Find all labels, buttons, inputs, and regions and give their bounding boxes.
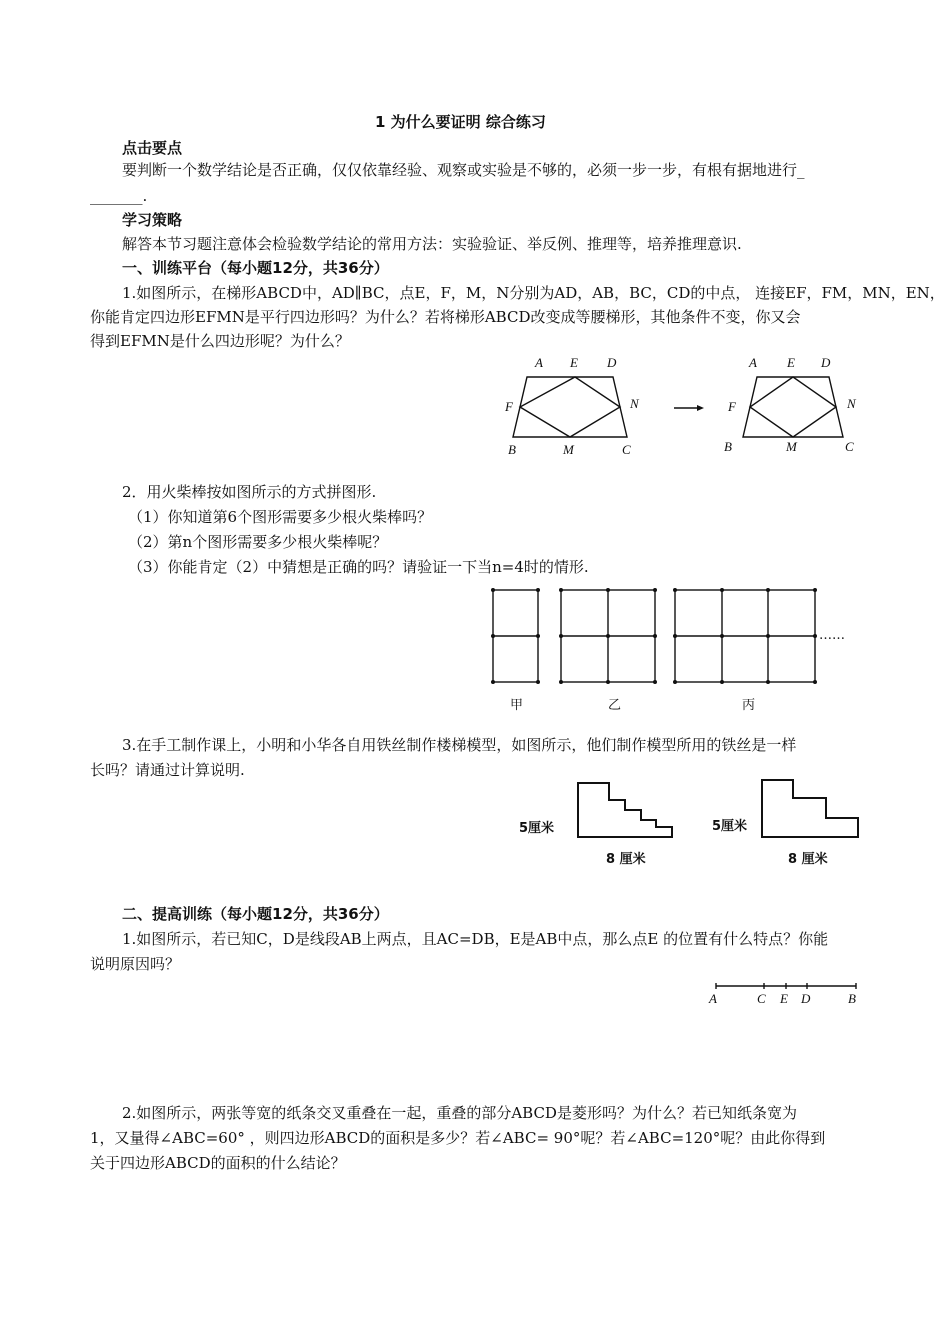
label-f-2: F [728,399,736,414]
label-d: D [607,355,617,370]
seg-label-c: C [757,991,766,1006]
key-points-heading: 点击要点 [122,139,183,157]
figure-ellipsis: …… [819,628,845,643]
s1-q2-part1: （1）你知道第6个图形需要多少根火柴棒吗？ [128,508,433,526]
label-e: E [570,355,578,370]
seg-label-d: D [801,991,811,1006]
label-a-2: A [749,355,757,370]
seg-label-e: E [780,991,788,1006]
label-m: M [563,442,574,457]
seg-label-b: B [848,991,856,1006]
label-n-2: N [847,396,856,411]
caption-jia: 甲 [510,698,524,713]
label-b: B [508,442,516,457]
strategy-heading: 学习策略 [122,211,183,229]
s2-q2-line3: 关于四边形ABCD的面积的什么结论？ [90,1154,346,1172]
label-n: N [630,396,639,411]
label-c: C [622,442,631,457]
s1-q2-intro: 2．用火柴棒按如图所示的方式拼图形. [122,483,377,501]
s1-q1-line2: 你能肯定四边形EFMN是平行四边形吗？为什么？若将梯形ABCD改变成等腰梯形，其他条件不变，你又会 [90,308,801,326]
label-a: A [535,355,543,370]
width-label-left: 8 厘米 [606,852,646,867]
label-d-2: D [821,355,831,370]
height-label-right: 5厘米 [712,819,748,834]
s1-q2-part2: （2）第n个图形需要多少根火柴棒呢？ [128,533,388,551]
label-b-2: B [724,439,732,454]
width-label-right: 8 厘米 [788,852,828,867]
key-points-text-cont: _______. [90,187,148,205]
strategy-text: 解答本节习题注意体会检验数学结论的常用方法：实验验证、举反例、推理等，培养推理意识. [122,235,742,253]
s1-q3-line1: 3.在手工制作课上，小明和小华各自用铁丝制作楼梯模型，如图所示，他们制作模型所用的铁丝是一样 [122,736,797,754]
s2-q1-line2: 说明原因吗？ [90,955,181,973]
s1-q1-line3: 得到EFMN是什么四边形呢？为什么？ [90,332,350,350]
s2-q2-line2: 1，又量得∠ABC=60° ，则四边形ABCD的面积是多少？若∠ABC= 90°呢？若∠ABC=120°呢？由此你得到 [90,1129,826,1147]
s1-q1-line1: 1.如图所示，在梯形ABCD中，AD∥BC，点E，F，M，N分别为AD，AB，BC，CD的中点， 连接EF，FM，MN，EN， [122,284,945,302]
key-points-text: 要判断一个数学结论是否正确，仅仅依靠经验、观察或实验是不够的，必须一步一步，有根有据地进行_ [122,161,805,179]
caption-yi: 乙 [608,698,622,713]
page-title: 1 为什么要证明 综合练习 [375,113,546,131]
caption-bing: 丙 [742,698,756,713]
section1-heading: 一、训练平台（每小题12分，共36分） [122,259,389,277]
s1-q3-line2: 长吗？请通过计算说明. [90,761,245,779]
s1-q2-part3: （3）你能肯定（2）中猜想是正确的吗？请验证一下当n=4时的情形. [128,558,589,576]
label-m-2: M [786,439,797,454]
label-e-2: E [787,355,795,370]
seg-label-a: A [709,991,717,1006]
label-c-2: C [845,439,854,454]
label-f: F [505,399,513,414]
section2-heading: 二、提高训练（每小题12分，共36分） [122,905,389,923]
height-label-left: 5厘米 [519,821,555,836]
s2-q1-line1: 1.如图所示，若已知C，D是线段AB上两点，且AC=DB，E是AB中点，那么点E 的位置有什么特点？你能 [122,930,829,948]
s2-q2-line1: 2.如图所示，两张等宽的纸条交叉重叠在一起，重叠的部分ABCD是菱形吗？为什么？若已知纸条宽为 [122,1104,797,1122]
